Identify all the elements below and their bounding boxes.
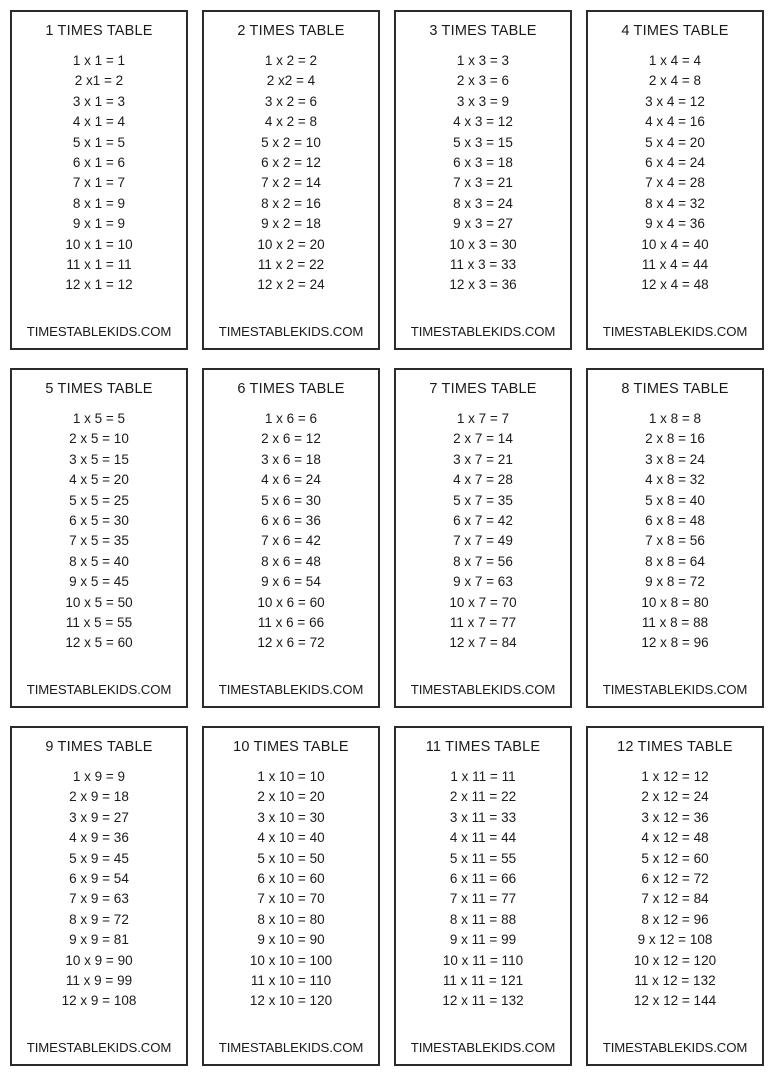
equation-row: 8 x 2 = 16 (261, 195, 321, 211)
equation-row: 2 x 3 = 6 (456, 73, 510, 89)
equation-row: 1 x 5 = 5 (72, 411, 126, 426)
equation-row: 11 x 8 = 88 (641, 615, 709, 631)
equation-row: 3 x 5 = 15 (69, 451, 129, 467)
card-title: 8 TIMES TABLE (621, 381, 729, 397)
equation-row: 3 x 2 = 6 (264, 93, 318, 109)
equation-row: 1 x 3 = 3 (456, 53, 510, 68)
equation-row: 5 x 7 = 35 (453, 492, 513, 508)
card-footer-website: TIMESTABLEKIDS.COM (410, 1040, 556, 1055)
card-footer-website: TIMESTABLEKIDS.COM (218, 1040, 364, 1055)
equation-row: 1 x 1 = 1 (72, 53, 126, 68)
equation-list (16, 767, 182, 1040)
equation-row: 1 x 10 = 10 (257, 769, 325, 784)
equation-row: 8 x 10 = 80 (257, 911, 325, 927)
equation-row: 10 x 8 = 80 (641, 594, 709, 610)
equation-row: 1 x 8 = 8 (648, 411, 702, 426)
equation-row: 10 x 1 = 10 (65, 236, 133, 252)
equation-row: 3 x 9 = 27 (69, 809, 129, 825)
equation-row: 4 x 9 = 36 (69, 830, 129, 846)
card-title: 12 TIMES TABLE (617, 739, 733, 755)
equation-list (400, 409, 566, 682)
equation-row: 10 x 7 = 70 (449, 594, 517, 610)
equation-row: 8 x 4 = 32 (645, 195, 705, 211)
card-title: 6 TIMES TABLE (237, 381, 345, 397)
equation-list (16, 409, 182, 682)
equation-row: 6 x 1 = 6 (72, 155, 126, 171)
equation-row: 7 x 3 = 21 (453, 175, 513, 191)
equation-row: 12 x 5 = 60 (65, 635, 133, 651)
equation-row: 2 x 8 = 16 (645, 431, 705, 447)
equation-row: 6 x 8 = 48 (645, 513, 705, 529)
equation-row: 1 x 4 = 4 (648, 53, 702, 68)
card-title: 7 TIMES TABLE (429, 381, 537, 397)
equation-row: 3 x 6 = 18 (261, 451, 321, 467)
equation-row: 5 x 11 = 55 (449, 850, 517, 866)
equation-row: 11 x 12 = 132 (634, 973, 716, 989)
equation-row: 6 x 12 = 72 (641, 871, 709, 887)
equation-list (592, 409, 758, 682)
equation-row: 10 x 11 = 110 (442, 952, 524, 968)
equation-row: 12 x 2 = 24 (257, 277, 325, 293)
equation-row: 4 x 12 = 48 (641, 830, 709, 846)
times-table-card (586, 10, 764, 350)
equation-row: 4 x 2 = 8 (264, 114, 318, 130)
equation-row: 12 x 11 = 132 (442, 993, 524, 1009)
equation-row: 1 x 11 = 11 (450, 769, 516, 784)
equation-row: 8 x 11 = 88 (449, 911, 517, 927)
equation-row: 2 x 5 = 10 (69, 431, 129, 447)
equation-list (16, 51, 182, 324)
equation-list (592, 767, 758, 1040)
equation-row: 12 x 4 = 48 (641, 277, 709, 293)
equation-row: 9 x 12 = 108 (637, 932, 713, 948)
equation-row: 7 x 9 = 63 (69, 891, 129, 907)
equation-row: 11 x 10 = 110 (250, 973, 332, 989)
equation-list (208, 51, 374, 324)
equation-row: 7 x 8 = 56 (645, 533, 705, 549)
equation-row: 4 x 1 = 4 (72, 114, 126, 130)
equation-row: 6 x 10 = 60 (257, 871, 325, 887)
equation-row: 2 x 6 = 12 (261, 431, 321, 447)
equation-row: 3 x 7 = 21 (453, 451, 513, 467)
equation-row: 5 x 3 = 15 (453, 134, 513, 150)
equation-row: 2 x2 = 4 (266, 73, 316, 89)
equation-row: 12 x 8 = 96 (641, 635, 709, 651)
equation-row: 5 x 6 = 30 (261, 492, 321, 508)
equation-row: 7 x 11 = 77 (449, 891, 517, 907)
equation-row: 11 x 7 = 77 (449, 615, 517, 631)
equation-row: 12 x 12 = 144 (633, 993, 717, 1009)
times-table-card (394, 368, 572, 708)
times-table-card (10, 726, 188, 1066)
card-title: 11 TIMES TABLE (425, 739, 541, 755)
equation-row: 9 x 10 = 90 (257, 932, 325, 948)
equation-row: 7 x 10 = 70 (257, 891, 325, 907)
equation-row: 9 x 11 = 99 (449, 932, 517, 948)
card-footer-website: TIMESTABLEKIDS.COM (410, 324, 556, 339)
card-title: 9 TIMES TABLE (45, 739, 153, 755)
equation-row: 12 x 9 = 108 (61, 993, 137, 1009)
equation-row: 10 x 6 = 60 (257, 594, 325, 610)
equation-row: 4 x 11 = 44 (449, 830, 517, 846)
equation-row: 6 x 11 = 66 (449, 871, 517, 887)
equation-row: 11 x 5 = 55 (65, 615, 133, 631)
card-footer-website: TIMESTABLEKIDS.COM (218, 682, 364, 697)
equation-row: 3 x 10 = 30 (257, 809, 325, 825)
card-footer-website: TIMESTABLEKIDS.COM (26, 324, 172, 339)
equation-row: 1 x 2 = 2 (264, 53, 318, 68)
equation-row: 5 x 1 = 5 (72, 134, 126, 150)
equation-row: 5 x 4 = 20 (645, 134, 705, 150)
equation-row: 9 x 9 = 81 (69, 932, 129, 948)
equation-row: 8 x 8 = 64 (645, 553, 705, 569)
equation-list (400, 51, 566, 324)
equation-row: 8 x 6 = 48 (261, 553, 321, 569)
equation-list (208, 409, 374, 682)
equation-row: 8 x 7 = 56 (453, 553, 513, 569)
equation-row: 11 x 9 = 99 (65, 973, 133, 989)
equation-row: 12 x 10 = 120 (249, 993, 333, 1009)
equation-row: 7 x 4 = 28 (645, 175, 705, 191)
equation-row: 11 x 2 = 22 (257, 257, 325, 273)
equation-row: 1 x 6 = 6 (264, 411, 318, 426)
equation-row: 9 x 8 = 72 (645, 574, 705, 590)
times-table-card (202, 10, 380, 350)
equation-row: 12 x 3 = 36 (449, 277, 517, 293)
equation-row: 6 x 5 = 30 (69, 513, 129, 529)
equation-row: 4 x 8 = 32 (645, 472, 705, 488)
equation-row: 9 x 4 = 36 (645, 216, 705, 232)
equation-row: 11 x 6 = 66 (257, 615, 325, 631)
equation-row: 8 x 12 = 96 (641, 911, 709, 927)
equation-row: 3 x 11 = 33 (449, 809, 517, 825)
times-table-card (586, 368, 764, 708)
equation-row: 1 x 9 = 9 (72, 769, 126, 784)
equation-row: 7 x 1 = 7 (72, 175, 126, 191)
equation-row: 3 x 1 = 3 (72, 93, 126, 109)
equation-row: 12 x 7 = 84 (449, 635, 517, 651)
equation-row: 5 x 5 = 25 (69, 492, 129, 508)
equation-row: 2 x1 = 2 (74, 73, 124, 89)
equation-row: 9 x 3 = 27 (453, 216, 513, 232)
times-table-card (202, 368, 380, 708)
equation-row: 6 x 9 = 54 (69, 871, 129, 887)
card-title: 5 TIMES TABLE (45, 381, 153, 397)
equation-row: 2 x 4 = 8 (648, 73, 702, 89)
equation-row: 11 x 4 = 44 (641, 257, 709, 273)
card-footer-website: TIMESTABLEKIDS.COM (218, 324, 364, 339)
times-table-card (10, 368, 188, 708)
equation-row: 2 x 9 = 18 (69, 789, 129, 805)
card-title: 2 TIMES TABLE (237, 23, 345, 39)
times-table-card (10, 10, 188, 350)
card-title: 3 TIMES TABLE (429, 23, 537, 39)
equation-row: 11 x 3 = 33 (449, 257, 517, 273)
equation-row: 12 x 6 = 72 (257, 635, 325, 651)
card-footer-website: TIMESTABLEKIDS.COM (602, 682, 748, 697)
equation-row: 3 x 4 = 12 (645, 93, 705, 109)
equation-row: 4 x 3 = 12 (453, 114, 513, 130)
equation-list (592, 51, 758, 324)
equation-row: 8 x 5 = 40 (69, 553, 129, 569)
equation-row: 11 x 1 = 11 (66, 257, 132, 273)
equation-row: 10 x 5 = 50 (65, 594, 133, 610)
equation-row: 5 x 9 = 45 (69, 850, 129, 866)
equation-row: 4 x 10 = 40 (257, 830, 325, 846)
card-title: 1 TIMES TABLE (45, 23, 153, 39)
times-table-card (394, 10, 572, 350)
card-footer-website: TIMESTABLEKIDS.COM (26, 1040, 172, 1055)
equation-row: 9 x 1 = 9 (72, 216, 126, 232)
equation-row: 2 x 11 = 22 (449, 789, 517, 805)
equation-row: 6 x 6 = 36 (261, 513, 321, 529)
equation-row: 5 x 10 = 50 (257, 850, 325, 866)
equation-row: 10 x 4 = 40 (641, 236, 709, 252)
equation-row: 7 x 7 = 49 (453, 533, 513, 549)
card-title: 10 TIMES TABLE (233, 739, 349, 755)
equation-row: 9 x 7 = 63 (453, 574, 513, 590)
equation-row: 4 x 4 = 16 (645, 114, 705, 130)
card-title: 4 TIMES TABLE (621, 23, 729, 39)
equation-row: 10 x 10 = 100 (249, 952, 333, 968)
equation-row: 5 x 2 = 10 (261, 134, 321, 150)
equation-row: 11 x 11 = 121 (442, 973, 524, 989)
equation-list (208, 767, 374, 1040)
equation-row: 6 x 2 = 12 (261, 155, 321, 171)
equation-row: 2 x 12 = 24 (641, 789, 709, 805)
equation-row: 4 x 6 = 24 (261, 472, 321, 488)
equation-list (400, 767, 566, 1040)
equation-row: 4 x 5 = 20 (69, 472, 129, 488)
times-table-card (394, 726, 572, 1066)
equation-row: 7 x 6 = 42 (261, 533, 321, 549)
equation-row: 10 x 3 = 30 (449, 236, 517, 252)
card-footer-website: TIMESTABLEKIDS.COM (602, 324, 748, 339)
equation-row: 5 x 8 = 40 (645, 492, 705, 508)
equation-row: 10 x 9 = 90 (65, 952, 133, 968)
equation-row: 8 x 9 = 72 (69, 911, 129, 927)
equation-row: 6 x 3 = 18 (453, 155, 513, 171)
equation-row: 8 x 1 = 9 (72, 195, 126, 211)
equation-row: 7 x 5 = 35 (69, 533, 129, 549)
equation-row: 3 x 8 = 24 (645, 451, 705, 467)
equation-row: 9 x 6 = 54 (261, 574, 321, 590)
equation-row: 1 x 7 = 7 (456, 411, 510, 426)
equation-row: 10 x 2 = 20 (257, 236, 325, 252)
times-table-card (202, 726, 380, 1066)
card-footer-website: TIMESTABLEKIDS.COM (410, 682, 556, 697)
card-footer-website: TIMESTABLEKIDS.COM (26, 682, 172, 697)
equation-row: 5 x 12 = 60 (641, 850, 709, 866)
times-table-card (586, 726, 764, 1066)
equation-row: 9 x 2 = 18 (261, 216, 321, 232)
card-footer-website: TIMESTABLEKIDS.COM (602, 1040, 748, 1055)
equation-row: 4 x 7 = 28 (453, 472, 513, 488)
equation-row: 6 x 7 = 42 (453, 513, 513, 529)
equation-row: 8 x 3 = 24 (453, 195, 513, 211)
equation-row: 12 x 1 = 12 (65, 277, 133, 293)
equation-row: 7 x 12 = 84 (641, 891, 709, 907)
times-tables-grid (10, 10, 760, 1066)
equation-row: 1 x 12 = 12 (641, 769, 709, 784)
equation-row: 9 x 5 = 45 (69, 574, 129, 590)
equation-row: 10 x 12 = 120 (633, 952, 717, 968)
equation-row: 2 x 7 = 14 (453, 431, 513, 447)
equation-row: 6 x 4 = 24 (645, 155, 705, 171)
equation-row: 7 x 2 = 14 (261, 175, 321, 191)
equation-row: 2 x 10 = 20 (257, 789, 325, 805)
equation-row: 3 x 12 = 36 (641, 809, 709, 825)
equation-row: 3 x 3 = 9 (456, 93, 510, 109)
